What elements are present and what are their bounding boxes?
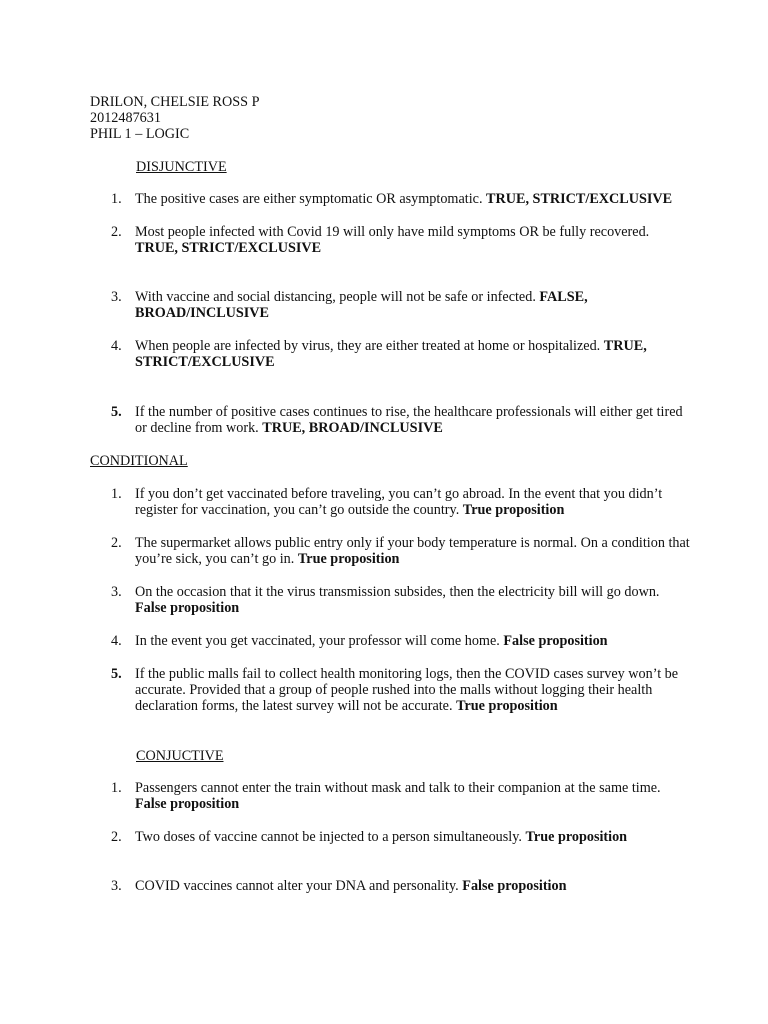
document-page: DRILON, CHELSIE ROSS P 2012487631 PHIL 1 – LOGIC DISJUNCTIVE 1. The positive cases are either symptomatic OR asymptomatic. TRUE, STRICT/EXCLUSIVE 2. Most people infected with Covid 19 will only have mild symptoms OR be fully recovered. TRUE, STRICT/EXCLUSIVE 3. With vaccine and social distancing, people will not be safe or infected. FALSE, BROAD/INCLUSIVE 4. When people are infected by virus, they are either treated at home or hospitalized. TRUE, STRICT/EXCLUSIVE 5. If the number of positive cases continues to rise, the healthcare professionals will either get tired or decline from work. TRUE, BROAD/INCLUSIVE CONDITIONAL 1. If you don’t get vaccinated before traveling, you can’t go abroad. In the event that you didn’t register for vaccination, you can’t go outside the country. True proposition 2. The supermarket allows public entry only if your body temperature is normal. On a condition that you’re sick, you can’t go in. True proposition 3. On the occasion that it the virus transmission subsides, then the electricity bill will go down. False proposition 4. In the event you get vaccinated, your professor will come home. False proposition 5. If the public malls fail to collect health monitoring logs, then the COVID cases survey won’t be accurate. Provided that a group of people rushed into the malls without logging their health declaration forms, the latest survey will not be accurate. True proposition CONJUCTIVE 1. Passengers cannot enter the train without mask and talk to their companion at the same time. False proposition 2. Two doses of vaccine cannot be injected to a person simultaneously. True proposition 3. COVID vaccines cannot alter your DNA and personality. False proposition [90,94,690,894]
verdict: TRUE, BROAD/INCLUSIVE [262,420,443,436]
section-heading-disjunctive: DISJUNCTIVE [136,159,227,175]
verdict: True proposition [297,551,400,567]
verdict: False proposition [462,878,567,894]
verdict: BROAD/INCLUSIVE [135,305,270,321]
verdict: False proposition [135,796,240,812]
verdict: True proposition [456,698,558,714]
verdict: True proposition [525,829,628,845]
student-id: 2012487631 [90,110,161,126]
course-title: PHIL 1 – LOGIC [90,126,190,142]
student-name: DRILON, CHELSIE ROSS P [90,94,260,110]
section-heading-conjunctive: CONJUCTIVE [136,748,224,764]
verdict: STRICT/EXCLUSIVE [135,354,275,370]
verdict: TRUE, STRICT/EXCLUSIVE [135,240,322,256]
verdict: True proposition [462,502,565,518]
verdict: TRUE, [603,338,647,354]
section-heading-conditional: CONDITIONAL [90,453,188,469]
verdict: FALSE, [539,289,588,305]
verdict: False proposition [135,600,240,616]
verdict: False proposition [503,633,608,649]
verdict: TRUE, STRICT/EXCLUSIVE [486,191,673,207]
